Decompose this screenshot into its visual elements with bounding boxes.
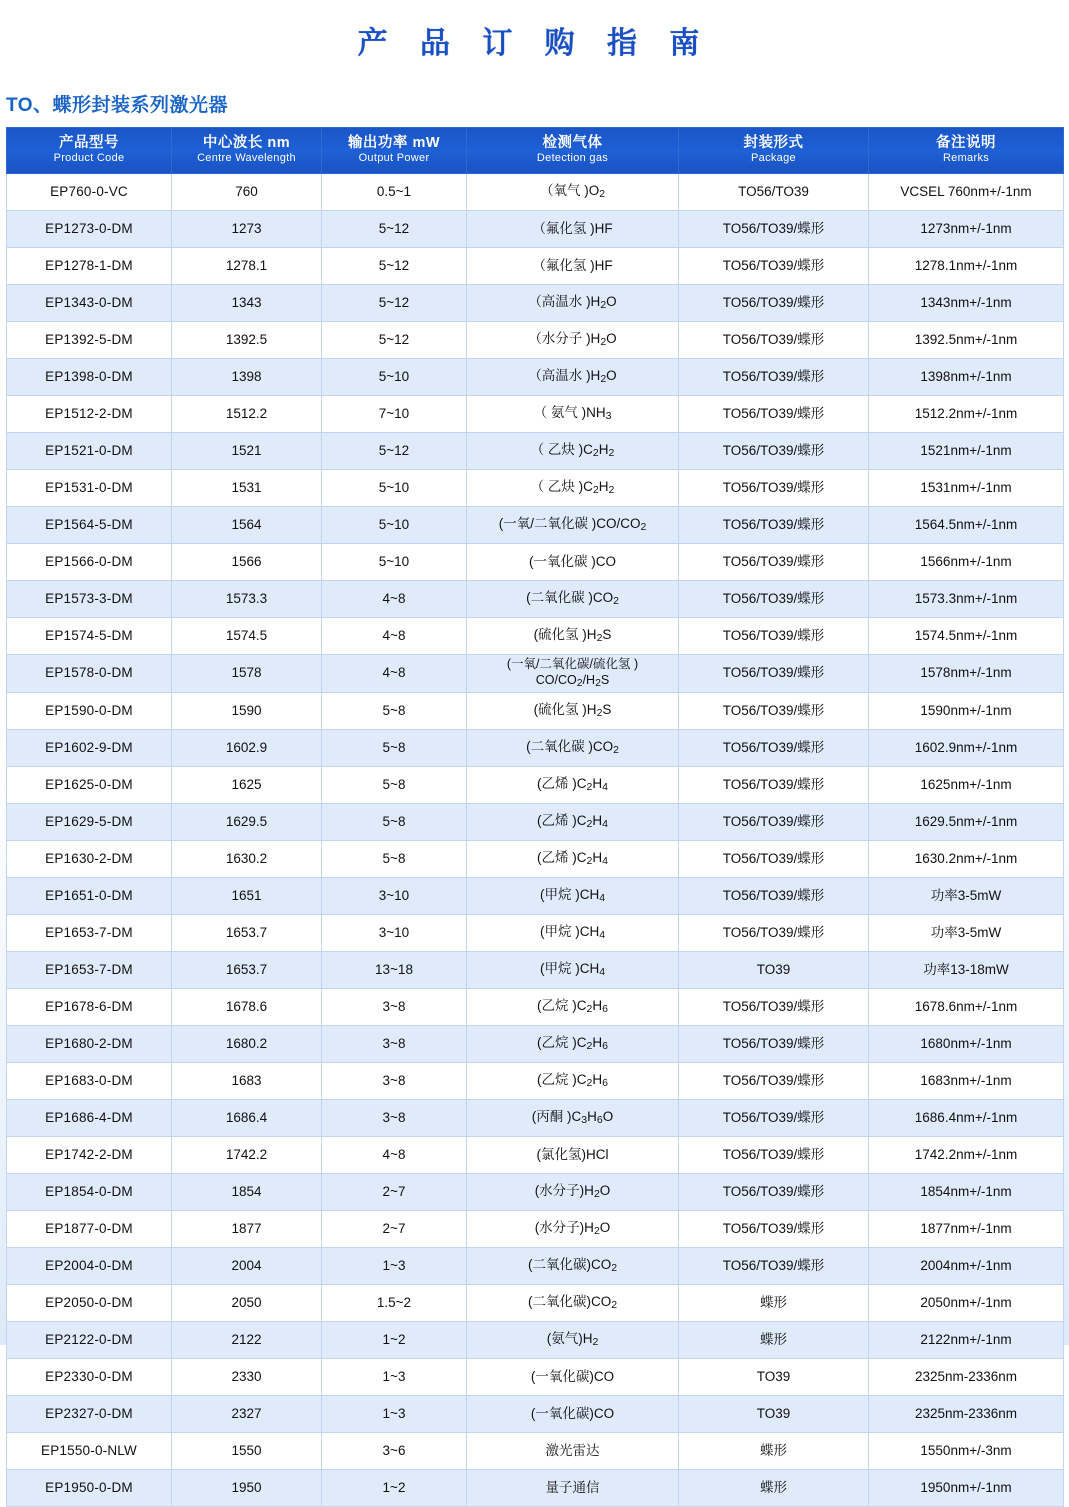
- cell-output-power: 1~3: [322, 1358, 467, 1395]
- cell-wavelength: 760: [172, 173, 322, 210]
- cell-detection-gas: (一氧化碳 )CO: [467, 543, 679, 580]
- cell-detection-gas: (氨气)H2: [467, 1321, 679, 1358]
- table-row: [7, 729, 1064, 766]
- cell-remarks: 1854nm+/-1nm: [869, 1173, 1064, 1210]
- cell-product-code: EP1550-0-NLW: [7, 1432, 172, 1469]
- cell-product-code: EP1651-0-DM: [7, 877, 172, 914]
- section-title: TO、蝶形封装系列激光器: [6, 95, 229, 116]
- cell-remarks: 1392.5nm+/-1nm: [869, 321, 1064, 358]
- cell-wavelength: 1742.2: [172, 1136, 322, 1173]
- table-row: [7, 1025, 1064, 1062]
- cell-product-code: EP1278-1-DM: [7, 247, 172, 284]
- table-row: [7, 951, 1064, 988]
- cell-remarks: 1578nm+/-1nm: [869, 654, 1064, 692]
- cell-wavelength: 1343: [172, 284, 322, 321]
- cell-package: TO56/TO39/蝶形: [679, 803, 869, 840]
- cell-detection-gas: （ 乙炔 )C2H2: [467, 469, 679, 506]
- cell-package: TO56/TO39/蝶形: [679, 1136, 869, 1173]
- column-header-en: Detection gas: [536, 152, 609, 165]
- cell-wavelength: 1574.5: [172, 617, 322, 654]
- cell-package: TO39: [679, 1358, 869, 1395]
- column-header-cn: 检测气体: [542, 135, 603, 151]
- cell-product-code: EP1680-2-DM: [7, 1025, 172, 1062]
- column-header-en: Product Code: [53, 152, 125, 165]
- cell-output-power: 3~6: [322, 1432, 467, 1469]
- cell-remarks: 1398nm+/-1nm: [869, 358, 1064, 395]
- cell-output-power: 4~8: [322, 654, 467, 692]
- cell-detection-gas: （水分子 )H2O: [467, 321, 679, 358]
- cell-output-power: 3~10: [322, 877, 467, 914]
- cell-package: 蝶形: [679, 1284, 869, 1321]
- cell-detection-gas: （高温水 )H2O: [467, 358, 679, 395]
- column-header-wavelength: [172, 128, 322, 174]
- cell-product-code: EP2122-0-DM: [7, 1321, 172, 1358]
- cell-product-code: EP1683-0-DM: [7, 1062, 172, 1099]
- cell-wavelength: 1278.1: [172, 247, 322, 284]
- cell-output-power: 1~3: [322, 1247, 467, 1284]
- cell-detection-gas: (甲烷 )CH4: [467, 951, 679, 988]
- column-header-package: [679, 128, 869, 174]
- table-row: [7, 247, 1064, 284]
- table-row: [7, 1284, 1064, 1321]
- cell-detection-gas: (乙烯 )C2H4: [467, 840, 679, 877]
- cell-package: TO56/TO39/蝶形: [679, 766, 869, 803]
- cell-detection-gas: (一氧/二氧化碳 )CO/CO2: [467, 506, 679, 543]
- cell-package: TO56/TO39/蝶形: [679, 1099, 869, 1136]
- cell-wavelength: 1566: [172, 543, 322, 580]
- cell-product-code: EP1521-0-DM: [7, 432, 172, 469]
- cell-wavelength: 2050: [172, 1284, 322, 1321]
- cell-wavelength: 1686.4: [172, 1099, 322, 1136]
- table-row: [7, 1395, 1064, 1432]
- table-row: [7, 766, 1064, 803]
- cell-output-power: 1~2: [322, 1321, 467, 1358]
- cell-remarks: 1686.4nm+/-1nm: [869, 1099, 1064, 1136]
- table-row: [7, 1062, 1064, 1099]
- cell-output-power: 13~18: [322, 951, 467, 988]
- cell-wavelength: 1392.5: [172, 321, 322, 358]
- cell-detection-gas: （氟化氢 )HF: [467, 210, 679, 247]
- cell-product-code: EP1578-0-DM: [7, 654, 172, 692]
- cell-package: TO56/TO39/蝶形: [679, 729, 869, 766]
- table-row: [7, 1173, 1064, 1210]
- cell-product-code: EP1678-6-DM: [7, 988, 172, 1025]
- cell-product-code: EP1854-0-DM: [7, 1173, 172, 1210]
- cell-product-code: EP1531-0-DM: [7, 469, 172, 506]
- column-header-cn: 封装形式: [743, 135, 804, 151]
- cell-wavelength: 1630.2: [172, 840, 322, 877]
- cell-package: TO56/TO39/蝶形: [679, 1247, 869, 1284]
- cell-remarks: 1566nm+/-1nm: [869, 543, 1064, 580]
- table-row: [7, 580, 1064, 617]
- table-body: [7, 173, 1064, 1506]
- table-row: [7, 358, 1064, 395]
- cell-output-power: 1.5~2: [322, 1284, 467, 1321]
- cell-remarks: 1683nm+/-1nm: [869, 1062, 1064, 1099]
- cell-detection-gas: (水分子)H2O: [467, 1173, 679, 1210]
- cell-wavelength: 1854: [172, 1173, 322, 1210]
- cell-package: TO56/TO39/蝶形: [679, 840, 869, 877]
- cell-detection-gas: 激光雷达: [467, 1432, 679, 1469]
- cell-wavelength: 1512.2: [172, 395, 322, 432]
- cell-detection-gas: (一氧化碳)CO: [467, 1358, 679, 1395]
- cell-package: TO56/TO39/蝶形: [679, 1025, 869, 1062]
- cell-product-code: EP1602-9-DM: [7, 729, 172, 766]
- table-row: [7, 654, 1064, 692]
- cell-wavelength: 2330: [172, 1358, 322, 1395]
- cell-output-power: 5~10: [322, 506, 467, 543]
- cell-output-power: 2~7: [322, 1210, 467, 1247]
- cell-wavelength: 1629.5: [172, 803, 322, 840]
- cell-package: TO56/TO39/蝶形: [679, 506, 869, 543]
- cell-product-code: EP1742-2-DM: [7, 1136, 172, 1173]
- cell-product-code: EP1653-7-DM: [7, 914, 172, 951]
- cell-output-power: 5~10: [322, 543, 467, 580]
- cell-remarks: 2325nm-2336nm: [869, 1395, 1064, 1432]
- cell-package: TO39: [679, 1395, 869, 1432]
- table-header: [7, 128, 1064, 174]
- cell-package: TO56/TO39/蝶形: [679, 321, 869, 358]
- cell-remarks: 1678.6nm+/-1nm: [869, 988, 1064, 1025]
- cell-remarks: 1877nm+/-1nm: [869, 1210, 1064, 1247]
- cell-output-power: 4~8: [322, 1136, 467, 1173]
- cell-remarks: 功率3-5mW: [869, 877, 1064, 914]
- cell-detection-gas: (一氧/二氧化碳/硫化氢 ) CO/CO2/H2S: [467, 654, 679, 692]
- cell-remarks: 1278.1nm+/-1nm: [869, 247, 1064, 284]
- cell-remarks: 2122nm+/-1nm: [869, 1321, 1064, 1358]
- cell-product-code: EP1573-3-DM: [7, 580, 172, 617]
- cell-wavelength: 1683: [172, 1062, 322, 1099]
- table-row: [7, 988, 1064, 1025]
- cell-product-code: EP1686-4-DM: [7, 1099, 172, 1136]
- cell-remarks: 功率13-18mW: [869, 951, 1064, 988]
- cell-wavelength: 1680.2: [172, 1025, 322, 1062]
- cell-package: 蝶形: [679, 1321, 869, 1358]
- cell-detection-gas: (乙烷 )C2H6: [467, 988, 679, 1025]
- column-header-cn: 备注说明: [936, 135, 996, 151]
- column-header-detection-gas: [467, 128, 679, 174]
- cell-remarks: 1512.2nm+/-1nm: [869, 395, 1064, 432]
- column-header-output-power: [322, 128, 467, 174]
- cell-detection-gas: (二氧化碳 )CO2: [467, 729, 679, 766]
- cell-remarks: 1273nm+/-1nm: [869, 210, 1064, 247]
- cell-remarks: 1680nm+/-1nm: [869, 1025, 1064, 1062]
- cell-remarks: 1590nm+/-1nm: [869, 692, 1064, 729]
- table-row: [7, 395, 1064, 432]
- cell-product-code: EP2330-0-DM: [7, 1358, 172, 1395]
- cell-detection-gas: （高温水 )H2O: [467, 284, 679, 321]
- cell-product-code: EP1343-0-DM: [7, 284, 172, 321]
- table-row: [7, 1099, 1064, 1136]
- table-row: [7, 617, 1064, 654]
- cell-wavelength: 1950: [172, 1469, 322, 1506]
- cell-output-power: 5~12: [322, 210, 467, 247]
- cell-remarks: 1564.5nm+/-1nm: [869, 506, 1064, 543]
- cell-product-code: EP1566-0-DM: [7, 543, 172, 580]
- cell-remarks: 2050nm+/-1nm: [869, 1284, 1064, 1321]
- table-row: [7, 432, 1064, 469]
- cell-detection-gas: (水分子)H2O: [467, 1210, 679, 1247]
- cell-wavelength: 1653.7: [172, 951, 322, 988]
- cell-output-power: 5~10: [322, 469, 467, 506]
- cell-package: TO56/TO39/蝶形: [679, 988, 869, 1025]
- cell-package: TO56/TO39/蝶形: [679, 469, 869, 506]
- cell-remarks: 1531nm+/-1nm: [869, 469, 1064, 506]
- cell-product-code: EP1392-5-DM: [7, 321, 172, 358]
- cell-remarks: 1550nm+/-3nm: [869, 1432, 1064, 1469]
- cell-wavelength: 1578: [172, 654, 322, 692]
- cell-package: TO56/TO39/蝶形: [679, 432, 869, 469]
- cell-detection-gas: (一氧化碳)CO: [467, 1395, 679, 1432]
- cell-output-power: 4~8: [322, 617, 467, 654]
- cell-wavelength: 1602.9: [172, 729, 322, 766]
- cell-package: TO56/TO39/蝶形: [679, 654, 869, 692]
- cell-package: TO56/TO39/蝶形: [679, 395, 869, 432]
- cell-output-power: 3~10: [322, 914, 467, 951]
- table-row: [7, 543, 1064, 580]
- cell-remarks: 2004nm+/-1nm: [869, 1247, 1064, 1284]
- table-row: [7, 1247, 1064, 1284]
- cell-wavelength: 1564: [172, 506, 322, 543]
- cell-package: TO56/TO39/蝶形: [679, 877, 869, 914]
- cell-output-power: 2~7: [322, 1173, 467, 1210]
- cell-remarks: 1742.2nm+/-1nm: [869, 1136, 1064, 1173]
- cell-remarks: 1573.3nm+/-1nm: [869, 580, 1064, 617]
- cell-package: TO56/TO39/蝶形: [679, 543, 869, 580]
- table-header-row: [7, 128, 1064, 174]
- table-row: [7, 506, 1064, 543]
- column-header-cn: 产品型号: [59, 135, 119, 151]
- column-header-cn: 输出功率 mW: [347, 135, 441, 151]
- cell-package: TO39: [679, 951, 869, 988]
- cell-output-power: 5~12: [322, 321, 467, 358]
- table-row: [7, 173, 1064, 210]
- cell-detection-gas: (二氧化碳)CO2: [467, 1284, 679, 1321]
- cell-output-power: 3~8: [322, 988, 467, 1025]
- cell-wavelength: 1590: [172, 692, 322, 729]
- cell-remarks: 1630.2nm+/-1nm: [869, 840, 1064, 877]
- table-row: [7, 840, 1064, 877]
- cell-product-code: EP1950-0-DM: [7, 1469, 172, 1506]
- table-row: [7, 1210, 1064, 1247]
- cell-output-power: 5~12: [322, 432, 467, 469]
- cell-output-power: 3~8: [322, 1062, 467, 1099]
- cell-detection-gas: (乙烯 )C2H4: [467, 803, 679, 840]
- cell-output-power: 3~8: [322, 1099, 467, 1136]
- table-row: [7, 284, 1064, 321]
- cell-package: TO56/TO39/蝶形: [679, 914, 869, 951]
- cell-product-code: EP2050-0-DM: [7, 1284, 172, 1321]
- cell-output-power: 5~10: [322, 358, 467, 395]
- cell-output-power: 5~12: [322, 284, 467, 321]
- column-header-product-code: [7, 128, 172, 174]
- table-row: [7, 469, 1064, 506]
- table-row: [7, 1321, 1064, 1358]
- cell-detection-gas: 量子通信: [467, 1469, 679, 1506]
- cell-product-code: EP1877-0-DM: [7, 1210, 172, 1247]
- column-header-cn: 中心波长 nm: [202, 135, 291, 151]
- cell-detection-gas: (乙烯 )C2H4: [467, 766, 679, 803]
- cell-wavelength: 1625: [172, 766, 322, 803]
- cell-package: TO56/TO39/蝶形: [679, 692, 869, 729]
- cell-detection-gas: （氟化氢 )HF: [467, 247, 679, 284]
- cell-product-code: EP1625-0-DM: [7, 766, 172, 803]
- cell-wavelength: 1521: [172, 432, 322, 469]
- cell-detection-gas: (硫化氢 )H2S: [467, 692, 679, 729]
- cell-output-power: 5~8: [322, 803, 467, 840]
- table-row: [7, 877, 1064, 914]
- cell-wavelength: 1550: [172, 1432, 322, 1469]
- cell-detection-gas: （ 氨气 )NH3: [467, 395, 679, 432]
- cell-product-code: EP1629-5-DM: [7, 803, 172, 840]
- cell-product-code: EP1273-0-DM: [7, 210, 172, 247]
- table-row: [7, 692, 1064, 729]
- cell-package: TO56/TO39/蝶形: [679, 1173, 869, 1210]
- cell-output-power: 1~3: [322, 1395, 467, 1432]
- cell-output-power: 5~12: [322, 247, 467, 284]
- cell-remarks: 1602.9nm+/-1nm: [869, 729, 1064, 766]
- column-header-en: Package: [751, 152, 796, 165]
- cell-remarks: 功率3-5mW: [869, 914, 1064, 951]
- cell-remarks: 1343nm+/-1nm: [869, 284, 1064, 321]
- cell-detection-gas: (二氧化碳)CO2: [467, 1247, 679, 1284]
- column-header-en: Output Power: [358, 152, 430, 165]
- table-row: [7, 914, 1064, 951]
- cell-detection-gas: (甲烷 )CH4: [467, 914, 679, 951]
- cell-package: TO56/TO39/蝶形: [679, 358, 869, 395]
- table-row: [7, 803, 1064, 840]
- cell-product-code: EP1564-5-DM: [7, 506, 172, 543]
- column-header-remarks: [869, 128, 1064, 174]
- table-row: [7, 1469, 1064, 1506]
- cell-remarks: VCSEL 760nm+/-1nm: [869, 173, 1064, 210]
- table-row: [7, 1432, 1064, 1469]
- table-row: [7, 210, 1064, 247]
- cell-package: TO56/TO39/蝶形: [679, 580, 869, 617]
- cell-detection-gas: （ 乙炔 )C2H2: [467, 432, 679, 469]
- column-header-en: Centre Wavelength: [197, 152, 296, 165]
- cell-output-power: 4~8: [322, 580, 467, 617]
- cell-detection-gas: （氧气 )O2: [467, 173, 679, 210]
- cell-remarks: 1950nm+/-1nm: [869, 1469, 1064, 1506]
- cell-package: TO56/TO39/蝶形: [679, 284, 869, 321]
- cell-output-power: 1~2: [322, 1469, 467, 1506]
- cell-product-code: EP1574-5-DM: [7, 617, 172, 654]
- cell-wavelength: 1531: [172, 469, 322, 506]
- table-row: [7, 1136, 1064, 1173]
- cell-package: TO56/TO39: [679, 173, 869, 210]
- cell-output-power: 5~8: [322, 766, 467, 803]
- cell-package: TO56/TO39/蝶形: [679, 210, 869, 247]
- cell-detection-gas: (甲烷 )CH4: [467, 877, 679, 914]
- cell-wavelength: 1273: [172, 210, 322, 247]
- cell-output-power: 3~8: [322, 1025, 467, 1062]
- cell-product-code: EP1630-2-DM: [7, 840, 172, 877]
- cell-remarks: 1629.5nm+/-1nm: [869, 803, 1064, 840]
- table-row: [7, 321, 1064, 358]
- cell-package: TO56/TO39/蝶形: [679, 1210, 869, 1247]
- column-header-en: Remarks: [942, 152, 990, 165]
- cell-product-code: EP2327-0-DM: [7, 1395, 172, 1432]
- cell-wavelength: 1651: [172, 877, 322, 914]
- cell-product-code: EP1398-0-DM: [7, 358, 172, 395]
- cell-product-code: EP1590-0-DM: [7, 692, 172, 729]
- cell-wavelength: 1678.6: [172, 988, 322, 1025]
- cell-output-power: 5~8: [322, 840, 467, 877]
- cell-detection-gas: (乙烷 )C2H6: [467, 1025, 679, 1062]
- cell-package: TO56/TO39/蝶形: [679, 617, 869, 654]
- cell-package: TO56/TO39/蝶形: [679, 1062, 869, 1099]
- cell-product-code: EP1512-2-DM: [7, 395, 172, 432]
- cell-remarks: 2325nm-2336nm: [869, 1358, 1064, 1395]
- cell-wavelength: 1653.7: [172, 914, 322, 951]
- cell-package: 蝶形: [679, 1432, 869, 1469]
- cell-product-code: EP2004-0-DM: [7, 1247, 172, 1284]
- cell-wavelength: 2327: [172, 1395, 322, 1432]
- cell-detection-gas: (二氧化碳 )CO2: [467, 580, 679, 617]
- cell-product-code: EP760-0-VC: [7, 173, 172, 210]
- cell-output-power: 5~8: [322, 729, 467, 766]
- cell-wavelength: 1877: [172, 1210, 322, 1247]
- cell-package: TO56/TO39/蝶形: [679, 247, 869, 284]
- cell-detection-gas: (乙烷 )C2H6: [467, 1062, 679, 1099]
- cell-remarks: 1625nm+/-1nm: [869, 766, 1064, 803]
- cell-remarks: 1521nm+/-1nm: [869, 432, 1064, 469]
- cell-product-code: EP1653-7-DM: [7, 951, 172, 988]
- cell-wavelength: 1573.3: [172, 580, 322, 617]
- cell-detection-gas: (氯化氢)HCl: [467, 1136, 679, 1173]
- cell-output-power: 0.5~1: [322, 173, 467, 210]
- cell-output-power: 7~10: [322, 395, 467, 432]
- cell-remarks: 1574.5nm+/-1nm: [869, 617, 1064, 654]
- product-table: [6, 127, 1064, 1507]
- cell-wavelength: 1398: [172, 358, 322, 395]
- cell-output-power: 5~8: [322, 692, 467, 729]
- cell-package: 蝶形: [679, 1469, 869, 1506]
- page-title: 产 品 订 购 指 南: [357, 27, 712, 60]
- cell-detection-gas: (丙酮 )C3H6O: [467, 1099, 679, 1136]
- cell-wavelength: 2122: [172, 1321, 322, 1358]
- table-row: [7, 1358, 1064, 1395]
- cell-wavelength: 2004: [172, 1247, 322, 1284]
- cell-detection-gas: (硫化氢 )H2S: [467, 617, 679, 654]
